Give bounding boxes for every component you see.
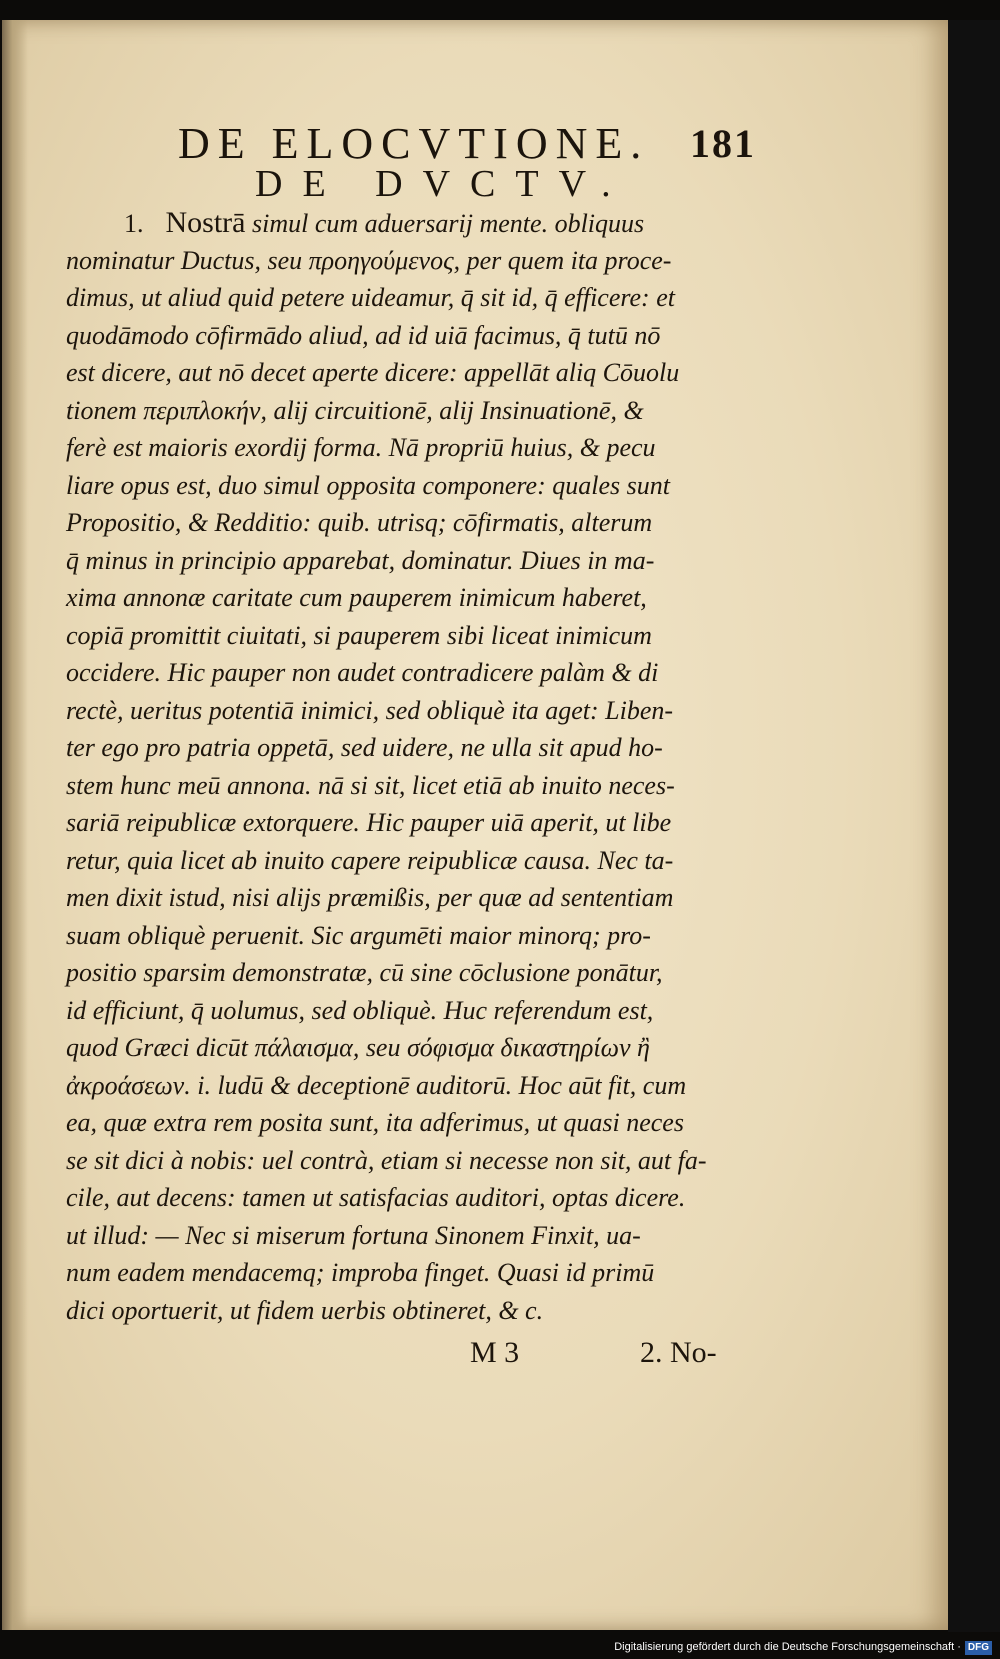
text-line: nominatur Ductus, seu προηγούμενος, per quem ita proce-: [66, 245, 672, 275]
text-line: sariā reipublicæ extorquere. Hic pauper uiā aperit, ut libe: [66, 808, 672, 837]
page-number: 181: [690, 121, 756, 166]
binding-gutter: [2, 20, 28, 1630]
text-line: occidere. Hic pauper non audet contradicere palàm & di: [66, 658, 659, 687]
lead-word: Nostrā: [165, 206, 246, 239]
text-line: ferè est maioris exordij forma. Nā propriū huius, & pecu: [66, 433, 656, 462]
text-line: Propositio, & Redditio: quib. utrisq; cōfirmatis, alterum: [66, 508, 653, 537]
text-line: id efficiunt, q̄ uolumus, sed obliquè. Huc referendum est,: [66, 995, 654, 1025]
text-line: rectè, ueritus potentiā inimici, sed obliquè ita aget: Liben-: [66, 695, 674, 725]
text-line: q̄ minus in principio apparebat, dominatur. Diues in ma-: [66, 545, 655, 575]
text-line: quod Græci dicūt πάλαισμα, seu σόφισμα δικαστηρίων ἢ: [66, 1033, 650, 1062]
text-line: num eadem mendacemq; improba finget. Quasi id primū: [66, 1258, 655, 1287]
signature-mark: M 3: [470, 1336, 520, 1369]
scan-background: [948, 20, 1000, 1632]
credit-text: Digitalisierung gefördert durch die Deutsche Forschungsgemeinschaft ·: [614, 1641, 961, 1653]
text-line: men dixit istud, nisi alijs præmißis, per quæ ad sententiam: [66, 883, 674, 912]
paragraph-marker: 1.: [124, 209, 144, 238]
text-line: est dicere, aut nō decet aperte dicere: appellāt aliq Cōuolu: [66, 358, 680, 387]
text-line: xima annonæ caritate cum pauperem inimicum haberet,: [66, 583, 647, 612]
text-line-1: [66, 204, 766, 242]
running-head: [178, 118, 778, 168]
text-line: quodāmodo cōfirmādo aliud, ad id uiā facimus, q̄ tutū nō: [66, 320, 661, 350]
text-line: retur, quia licet ab inuito capere reipublicæ causa. Nec ta-: [66, 845, 674, 875]
text-line: ut illud: — Nec si miserum fortuna Sinonem Finxit, ua-: [66, 1220, 641, 1250]
section-title: DE DVCTV.: [255, 163, 631, 205]
text-line: cile, aut decens: tamen ut satisfacias auditori, optas dicere.: [66, 1183, 686, 1212]
text-line: tionem περιπλοκήν, alij circuitionē, alij Insinuationē, &: [66, 395, 644, 425]
text-line: liare opus est, duo simul opposita componere: quales sunt: [66, 470, 670, 500]
text-line: dici oportuerit, ut fidem uerbis obtineret, & c.: [66, 1295, 544, 1325]
body-text: [66, 204, 766, 1329]
running-head-title: DE ELOCVTIONE.: [178, 119, 650, 168]
text-line: ea, quæ extra rem posita sunt, ita adferimus, ut quasi neces: [66, 1108, 684, 1137]
text-line: copiā promittit ciuitati, si pauperem sibi liceat inimicum: [66, 620, 652, 650]
text-line: suam obliquè peruenit. Sic argumēti maior minorq; pro-: [66, 920, 651, 950]
text-line: stem hunc meū annona. nā si sit, licet etiā ab inuito neces-: [66, 770, 675, 800]
first-line-rest: simul cum aduersarij mente. obliquus: [251, 209, 645, 238]
text-line: dimus, ut aliud quid petere uideamur, q̄ sit id, q̄ efficere: et: [66, 283, 675, 312]
digitization-credit: [600, 1636, 1000, 1658]
text-line: positio sparsim demonstratæ, cū sine cōclusione ponātur,: [66, 958, 663, 987]
text-line: ter ego pro patria oppetā, sed uidere, ne ulla sit apud ho-: [66, 733, 663, 762]
catchword: 2. No-: [640, 1336, 717, 1369]
dfg-logo: DFG: [965, 1641, 992, 1655]
text-line: ἀκροάσεων. i. ludū & deceptionē auditorū. Hoc aūt fit, cum: [66, 1070, 687, 1100]
text-line: se sit dici à nobis: uel contrà, etiam si necesse non sit, aut fa-: [66, 1145, 707, 1175]
